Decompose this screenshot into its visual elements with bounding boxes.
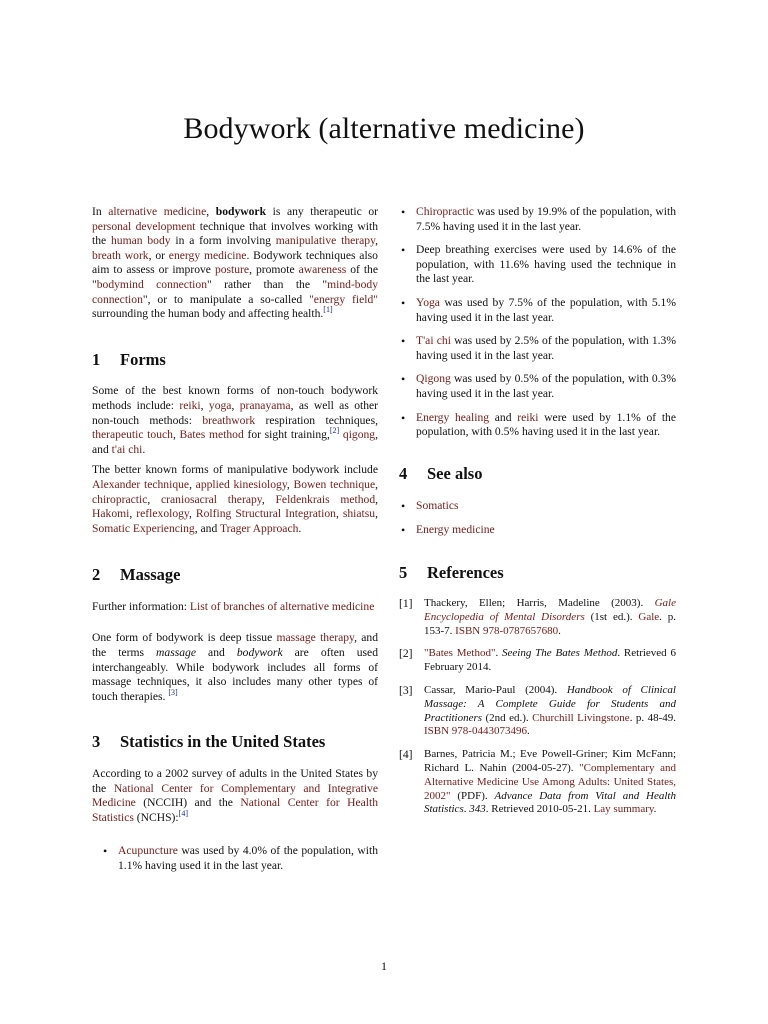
page-number: 1 — [381, 959, 387, 973]
link-massage-therapy[interactable]: massage therapy — [276, 631, 355, 645]
link-churchill-livingstone[interactable]: Churchill Livingstone — [532, 711, 630, 724]
citation-3[interactable]: [3] — [168, 687, 178, 697]
statistics-list-right — [399, 205, 676, 440]
link-bates-method-ref[interactable]: "Bates Method" — [424, 647, 496, 660]
link-breath-work[interactable]: breath work — [92, 248, 149, 262]
link-list-of-branches[interactable]: List of branches of alternative medicine — [189, 599, 375, 613]
list-item: • T'ai chi was used by 2.5% of the population, with 1.3% having used it in the last year. — [399, 334, 676, 363]
link-alternative-medicine[interactable]: alternative medicine — [108, 205, 207, 218]
citation-1[interactable]: [1] — [323, 305, 333, 315]
link-isbn-3[interactable]: ISBN 978-0443073496 — [424, 725, 527, 738]
link-mind-body-connection[interactable]: mind-body connection — [92, 277, 378, 306]
link-gale-encyclopedia[interactable]: Gale Encyclopedia of Mental Disorders — [424, 597, 676, 623]
list-item: • Yoga was used by 7.5% of the population, with 5.1% having used it in the last year. — [399, 296, 676, 325]
right-column — [399, 205, 676, 817]
link-alexander-technique[interactable]: Alexander technique — [92, 477, 190, 491]
link-posture[interactable]: posture — [214, 263, 250, 277]
link-reiki-stat[interactable]: reiki — [517, 410, 539, 424]
link-chiropractic-stat[interactable]: Chiropractic — [416, 205, 474, 218]
link-bowen-technique[interactable]: Bowen technique — [293, 477, 376, 491]
link-applied-kinesiology[interactable]: applied kinesiology — [195, 477, 287, 491]
section-heading-see-also: 4 See also — [399, 463, 483, 483]
list-item — [399, 523, 676, 538]
page-title: Bodywork (alternative medicine) — [183, 112, 585, 145]
citation-2[interactable]: [2] — [329, 426, 340, 436]
link-acupuncture[interactable]: Acupuncture — [118, 844, 178, 858]
link-awareness[interactable]: awareness — [298, 263, 347, 277]
citation-4[interactable]: [4] — [178, 808, 188, 818]
link-cam-use-report[interactable]: "Complementary and Alternative Medicine Use Among Adults: United States, 2002" — [424, 762, 677, 802]
link-reiki[interactable]: reiki — [179, 398, 201, 412]
link-energy-medicine-see-also[interactable]: Energy medicine — [416, 522, 495, 536]
list-item: • Energy healing and reiki were used by 1.1% of the population, with 0.5% having used it in the last year. — [399, 411, 676, 440]
reference-3: [3] Cassar, Mario-Paul (2004). Handbook of Clinical Massage: A Complete Guide for Students and Practitioners (2nd ed.). Churchill Livingstone. p. 48-49. ISBN 978-0443073496. — [399, 684, 676, 738]
reference-4: [4] Barnes, Patricia M.; Eve Powell-Griner; Kim McFann; Richard L. Nahin (2004-05-27). "Complementary and Alternative Medicine Use Among Adults: United States, 2002" (PDF). Advance Data from Vital and Health Statistics. 343. Retrieved 2010-05-21. Lay summary. — [399, 748, 677, 816]
link-manipulative-therapy[interactable]: manipulative therapy — [275, 234, 376, 248]
link-chiropractic[interactable]: chiropractic — [92, 492, 148, 506]
section-heading-statistics: 3 Statistics in the United States — [92, 732, 326, 752]
link-pranayama[interactable]: pranayama — [239, 398, 291, 412]
link-lay-summary[interactable]: Lay summary — [593, 803, 654, 816]
link-qigong-stat[interactable]: Qigong — [416, 372, 451, 386]
link-breathwork[interactable]: breathwork — [202, 413, 256, 427]
see-also-list — [399, 499, 676, 537]
further-information: Further information: List of branches of alternative medicine — [92, 599, 375, 613]
massage-paragraph: One form of bodywork is deep tissue massage therapy, and the terms massage and bodywork are often used interchangeably. While bodywork includes all forms of massage techniques, it also includes many other types of touch therapies. [3] — [92, 631, 379, 703]
section-heading-references: 5 References — [399, 562, 504, 582]
link-personal-development[interactable]: personal development — [92, 219, 196, 233]
reference-1: [1] Thackery, Ellen; Harris, Madeline (2003). Gale Encyclopedia of Mental Disorders (1st ed.). Gale. p. 153-7. ISBN 978-0787657680. — [399, 597, 676, 637]
references-list — [399, 597, 676, 817]
reference-2: [2] "Bates Method". Seeing The Bates Method. Retrieved 6 February 2014. — [399, 647, 677, 674]
list-item: • Deep breathing exercises were used by 14.6% of the population, with 11.6% having used the technique in the last year. — [399, 243, 676, 287]
link-nccih[interactable]: National Center for Complementary and Integrative Medicine — [92, 781, 378, 810]
link-human-body[interactable]: human body — [110, 234, 171, 248]
bold-term: bodywork — [215, 205, 267, 218]
link-shiatsu[interactable]: shiatsu — [342, 507, 376, 521]
list-item — [399, 499, 676, 514]
left-column — [92, 205, 378, 874]
link-energy-field[interactable]: "energy field" — [309, 292, 379, 306]
link-isbn-1[interactable]: ISBN 978-0787657680 — [455, 624, 559, 637]
link-trager-approach[interactable]: Trager Approach — [219, 521, 299, 535]
link-somatic-experiencing[interactable]: Somatic Experiencing — [92, 521, 195, 535]
statistics-paragraph: According to a 2002 survey of adults in the United States by the National Center for Complementary and Integrative Medicine (NCCIH) and the National Center for Health Statistics (NCHS):[4] — [92, 767, 378, 824]
section-heading-massage: 2 Massage — [92, 565, 181, 585]
link-rolfing[interactable]: Rolfing Structural Integration — [195, 507, 336, 521]
link-somatics[interactable]: Somatics — [416, 499, 459, 513]
link-therapeutic-touch[interactable]: therapeutic touch — [92, 428, 173, 442]
link-gale[interactable]: Gale — [638, 610, 660, 623]
list-item: • Chiropractic was used by 19.9% of the population, with 7.5% having used it in the last year. — [399, 205, 676, 234]
link-energy-medicine[interactable]: energy medicine — [168, 248, 247, 262]
forms-paragraph-2: The better known forms of manipulative bodywork include Alexander technique, applied kinesiology, Bowen technique, chiropractic, craniosacral therapy, Feldenkrais method, Hakomi, reflexology, Rolfing Structural Integration, shiatsu, Somatic Experiencing, and Trager Approach. — [92, 463, 379, 535]
section-heading-forms: 1 Forms — [92, 349, 166, 369]
statistics-list-left — [101, 844, 378, 873]
link-yoga[interactable]: yoga — [208, 398, 232, 412]
list-item: • Qigong was used by 0.5% of the population, with 0.3% having used it in the last year. — [399, 372, 676, 401]
link-qigong[interactable]: qigong — [342, 428, 376, 442]
link-tai-chi[interactable]: t'ai chi — [111, 442, 143, 456]
link-bates-method[interactable]: Bates method — [179, 428, 244, 442]
intro-paragraph: In alternative medicine, bodywork is any therapeutic or personal development technique that involves working with the human body in a form involving manipulative therapy, breath work, or energy medicine. Bodywork techniques also aim to assess or improve posture, promote awareness of the "bodymind connection" rather than the "mind-body connection", or to manipulate a so-called "energy field" surrounding the human body and affecting health.[1] — [92, 205, 379, 321]
link-feldenkrais-method[interactable]: Feldenkrais method — [275, 492, 376, 506]
link-hakomi[interactable]: Hakomi — [92, 507, 130, 521]
link-energy-healing[interactable]: Energy healing — [416, 410, 490, 424]
list-item: • Acupuncture was used by 4.0% of the population, with 1.1% having used it in the last year. — [101, 844, 378, 873]
forms-paragraph-1: Some of the best known forms of non-touch bodywork methods include: reiki, yoga, pranayama, as well as other non-touch methods: breathwork respiration techniques, therapeutic touch, Bates method for sight training,[2] qigong, and t'ai chi. — [92, 384, 379, 456]
link-yoga-stat[interactable]: Yoga — [416, 295, 440, 309]
link-bodymind-connection[interactable]: bodymind connection — [96, 277, 207, 291]
link-craniosacral-therapy[interactable]: craniosacral therapy — [161, 492, 262, 506]
link-tai-chi-stat[interactable]: T'ai chi — [416, 334, 451, 348]
link-nchs[interactable]: National Center for Health Statistics — [92, 796, 378, 824]
link-reflexology[interactable]: reflexology — [136, 507, 189, 521]
